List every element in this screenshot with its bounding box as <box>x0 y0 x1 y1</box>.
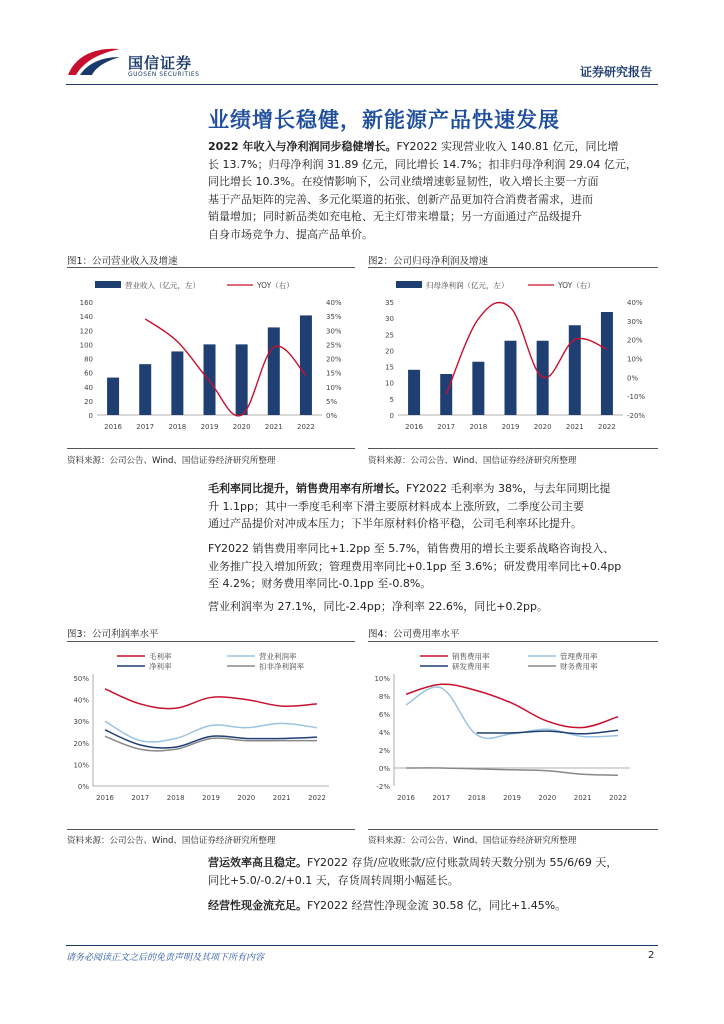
y-tick-right: 0% <box>627 374 639 383</box>
bar <box>268 327 280 415</box>
series-line <box>477 730 618 734</box>
y-tick: 6% <box>378 711 390 719</box>
fig2-source: 资料来源：公司公告、Wind、国信证券经济研究所整理 <box>368 456 577 466</box>
y-tick: 10% <box>73 761 89 770</box>
fig1-source: 资料来源：公司公告、Wind、国信证券经济研究所整理 <box>67 456 276 466</box>
y-tick-left: 10 <box>385 379 394 388</box>
y-tick-left: 140 <box>79 313 93 322</box>
legend-label: 扣非净利润率 <box>259 662 304 671</box>
y-tick: 50% <box>73 675 89 683</box>
fig3-title-rule <box>67 641 355 642</box>
logo-cn: 国信证券 <box>128 54 193 72</box>
fig1-revenue-chart <box>67 270 357 442</box>
y-tick-right: 0% <box>326 412 338 420</box>
para1-line: 销量增加；同时新品类如充电枪、无主灯带来增量；另一方面通过产品级提升 <box>208 210 582 224</box>
fig2-source-rule <box>368 448 658 449</box>
paragraph-expense <box>208 540 658 593</box>
bar <box>139 364 151 415</box>
y-tick-right: 10% <box>326 383 342 392</box>
y-tick: -2% <box>376 783 390 791</box>
paragraph-gross-margin <box>208 480 658 533</box>
x-tick-label: 2021 <box>272 794 291 802</box>
y-tick-left: 0 <box>389 412 394 420</box>
y-tick: 2% <box>378 747 390 755</box>
bar <box>236 344 248 415</box>
y-tick-right: -10% <box>627 393 646 402</box>
x-tick-label: 2016 <box>96 794 114 802</box>
y-tick-right: 15% <box>326 369 342 378</box>
x-tick-label: 2021 <box>573 794 592 802</box>
legend-label: 管理费用率 <box>560 652 598 661</box>
para2-line: 通过产品提价对冲成本压力；下半年原材料价格平稳，公司毛利率环比提升。 <box>208 517 582 531</box>
para1-line: 自身市场竞争力、提高产品单价。 <box>208 227 373 241</box>
para3-line: 业务推广投入增加所致；管理费用率同比+0.1pp 至 3.6%；研发费用率同比+0.4pp <box>208 559 622 573</box>
y-tick-left: 120 <box>79 327 93 336</box>
y-tick: 10% <box>374 675 390 683</box>
y-tick-left: 160 <box>79 299 93 307</box>
x-tick-label: 2016 <box>104 423 122 431</box>
fig1-title: 图1：公司营业收入及增速 <box>67 256 178 267</box>
para1-lead: 2022 年收入与净利润同步稳健增长。 <box>208 140 397 153</box>
para1-line: 同比增长 10.3%。在疫情影响下，公司业绩增速彰显韧性，收入增长主要一方面 <box>208 175 599 189</box>
x-tick-label: 2022 <box>598 423 616 431</box>
series-line <box>105 689 317 709</box>
y-tick-right: 40% <box>627 299 643 307</box>
x-tick-label: 2017 <box>131 794 150 802</box>
legend-label: 销售费用率 <box>452 652 490 661</box>
fig3-source-rule <box>67 829 355 830</box>
y-tick: 0% <box>378 765 390 773</box>
para2-line: 升 1.1pp；其中一季度毛利率下滑主要原材料成本上涨所致，二季度公司主要 <box>208 499 584 513</box>
logo-en: GUOSEN SECURITIES <box>128 71 200 78</box>
legend-line-label: YOY（右） <box>558 281 595 290</box>
y-tick-right: 5% <box>326 397 338 406</box>
series-line <box>406 684 618 727</box>
y-tick-right: 20% <box>326 355 342 364</box>
para5-line: FY2022 存货/应收账款/应付账款周转天数分别为 55/6/69 天， <box>307 856 618 869</box>
x-tick-label: 2022 <box>308 794 326 802</box>
fig4-source: 资料来源：公司公告、Wind、国信证券经济研究所整理 <box>368 836 577 846</box>
para1-line: FY2022 实现营业收入 140.81 亿元，同比增 <box>396 140 619 153</box>
para3-line: 至 4.2%；财务费用率同比-0.1pp 至-0.8%。 <box>208 577 432 591</box>
paragraph-revenue <box>208 138 658 244</box>
y-tick: 20% <box>73 739 89 748</box>
fig3-title: 图3：公司利润率水平 <box>67 629 159 640</box>
bar <box>472 362 484 415</box>
x-tick-label: 2016 <box>397 794 415 802</box>
fig1-source-rule <box>67 448 355 449</box>
y-tick-left: 20 <box>385 347 394 356</box>
header-divider <box>66 84 658 85</box>
para1-line: 基于产品矩阵的完善、多元化渠道的拓张、创新产品更加符合消费者需求，进而 <box>208 192 593 206</box>
page-number: 2 <box>648 950 655 961</box>
footer-divider <box>66 945 658 946</box>
bar <box>300 315 312 415</box>
fig4-source-rule <box>368 829 658 830</box>
x-tick-label: 2019 <box>503 794 521 802</box>
x-tick-label: 2016 <box>405 423 423 431</box>
series-line <box>406 687 618 738</box>
paragraph-operating-efficiency <box>208 854 658 889</box>
x-tick-label: 2020 <box>232 423 251 431</box>
x-tick-label: 2019 <box>202 794 220 802</box>
series-line <box>406 768 618 775</box>
x-tick-label: 2017 <box>437 423 456 431</box>
y-tick-left: 40 <box>84 383 93 392</box>
footer-disclaimer: 请务必阅读正文之后的免责声明及其项下所有内容 <box>66 953 265 963</box>
y-tick: 4% <box>378 729 390 737</box>
y-tick-left: 35 <box>385 299 394 307</box>
y-tick: 40% <box>73 696 89 705</box>
bar <box>171 351 183 415</box>
fig2-title: 图2：公司归母净利润及增速 <box>368 256 489 267</box>
y-tick-right: 10% <box>627 355 643 364</box>
report-type: 证券研究报告 <box>580 65 653 79</box>
legend-label: 研发费用率 <box>452 662 490 671</box>
y-tick-left: 0 <box>88 412 93 420</box>
y-tick-right: 30% <box>627 317 643 326</box>
legend-bar-swatch <box>396 281 422 288</box>
x-tick-label: 2020 <box>237 794 256 802</box>
x-tick-label: 2021 <box>264 423 283 431</box>
x-tick-label: 2020 <box>538 794 557 802</box>
x-tick-label: 2018 <box>467 794 486 802</box>
legend-bar-swatch <box>95 281 121 288</box>
para5-lead: 营运效率高且稳定。 <box>208 856 307 869</box>
legend-label: 营业利润率 <box>259 652 297 661</box>
y-tick-left: 5 <box>389 395 394 404</box>
paragraph-profit-margin: 营业利润率为 27.1%，同比-2.4pp；净利率 22.6%，同比+0.2pp。 <box>208 600 548 613</box>
y-tick-left: 20 <box>84 397 93 406</box>
para2-lead: 毛利率同比提升，销售费用率有所增长。 <box>208 482 406 495</box>
bar <box>408 370 420 415</box>
fig3-profit-margin-chart <box>67 644 357 824</box>
yoy-line <box>145 319 306 416</box>
fig2-net-profit-chart <box>368 270 658 442</box>
x-tick-label: 2018 <box>469 423 488 431</box>
legend-line-label: YOY（右） <box>257 281 294 290</box>
fig2-title-rule <box>368 267 658 268</box>
para1-line: 长 13.7%；归母净利润 31.89 亿元，同比增长 14.7%；扣非归母净利润 29.04 亿元， <box>208 157 637 171</box>
y-tick-left: 100 <box>79 341 93 350</box>
x-tick-label: 2018 <box>168 423 187 431</box>
y-tick-left: 15 <box>385 363 394 372</box>
y-tick-left: 80 <box>84 355 93 364</box>
para2-line: FY2022 毛利率为 38%，与去年同期比提 <box>406 482 611 495</box>
y-tick: 30% <box>73 718 89 727</box>
bar <box>505 341 517 415</box>
x-tick-label: 2021 <box>565 423 584 431</box>
x-tick-label: 2022 <box>609 794 627 802</box>
y-tick-left: 30 <box>385 315 394 324</box>
bar <box>204 344 216 415</box>
y-tick-right: -20% <box>627 412 646 420</box>
bar <box>601 312 613 415</box>
y-tick-right: 20% <box>627 336 643 345</box>
x-tick-label: 2020 <box>533 423 552 431</box>
bar <box>107 378 119 415</box>
y-tick-right: 30% <box>326 327 342 336</box>
yoy-line <box>446 302 607 394</box>
y-tick-right: 25% <box>326 341 342 350</box>
fig4-title-rule <box>368 641 658 642</box>
x-tick-label: 2018 <box>166 794 185 802</box>
legend-label: 毛利率 <box>149 652 172 661</box>
y-tick: 0% <box>77 783 89 791</box>
legend-bar-label: 营业收入（亿元，左） <box>125 281 200 290</box>
y-tick-right: 40% <box>326 299 342 307</box>
y-tick: 8% <box>378 693 390 701</box>
x-tick-label: 2017 <box>432 794 451 802</box>
header <box>0 0 724 90</box>
paragraph-cashflow <box>208 897 658 915</box>
para6-lead: 经营性现金流充足。 <box>208 899 307 912</box>
para5-line: 同比+5.0/-0.2/+0.1 天，存货周转周期小幅延长。 <box>208 873 459 887</box>
fig4-title: 图4：公司费用率水平 <box>368 629 460 640</box>
y-tick-right: 35% <box>326 313 342 322</box>
y-tick-left: 25 <box>385 331 394 340</box>
fig1-title-rule <box>67 267 355 268</box>
x-tick-label: 2022 <box>297 423 315 431</box>
fig4-expense-ratio-chart <box>368 644 658 824</box>
section-title: 业绩增长稳健，新能源产品快速发展 <box>208 108 560 132</box>
y-tick-left: 60 <box>84 369 93 378</box>
guosen-logo-icon <box>66 45 124 79</box>
legend-label: 财务费用率 <box>560 662 598 671</box>
bar <box>440 374 452 415</box>
legend-bar-label: 归母净利润（亿元，左） <box>426 281 509 290</box>
legend-label: 净利率 <box>149 662 172 671</box>
x-tick-label: 2017 <box>136 423 155 431</box>
fig3-source: 资料来源：公司公告、Wind、国信证券经济研究所整理 <box>67 836 276 846</box>
x-tick-label: 2019 <box>200 423 219 431</box>
para3-line: FY2022 销售费用率同比+1.2pp 至 5.7%，销售费用的增长主要系战略咨询投入、 <box>208 542 615 555</box>
x-tick-label: 2019 <box>501 423 520 431</box>
para6-text: FY2022 经营性净现金流 30.58 亿，同比+1.45%。 <box>307 899 567 912</box>
